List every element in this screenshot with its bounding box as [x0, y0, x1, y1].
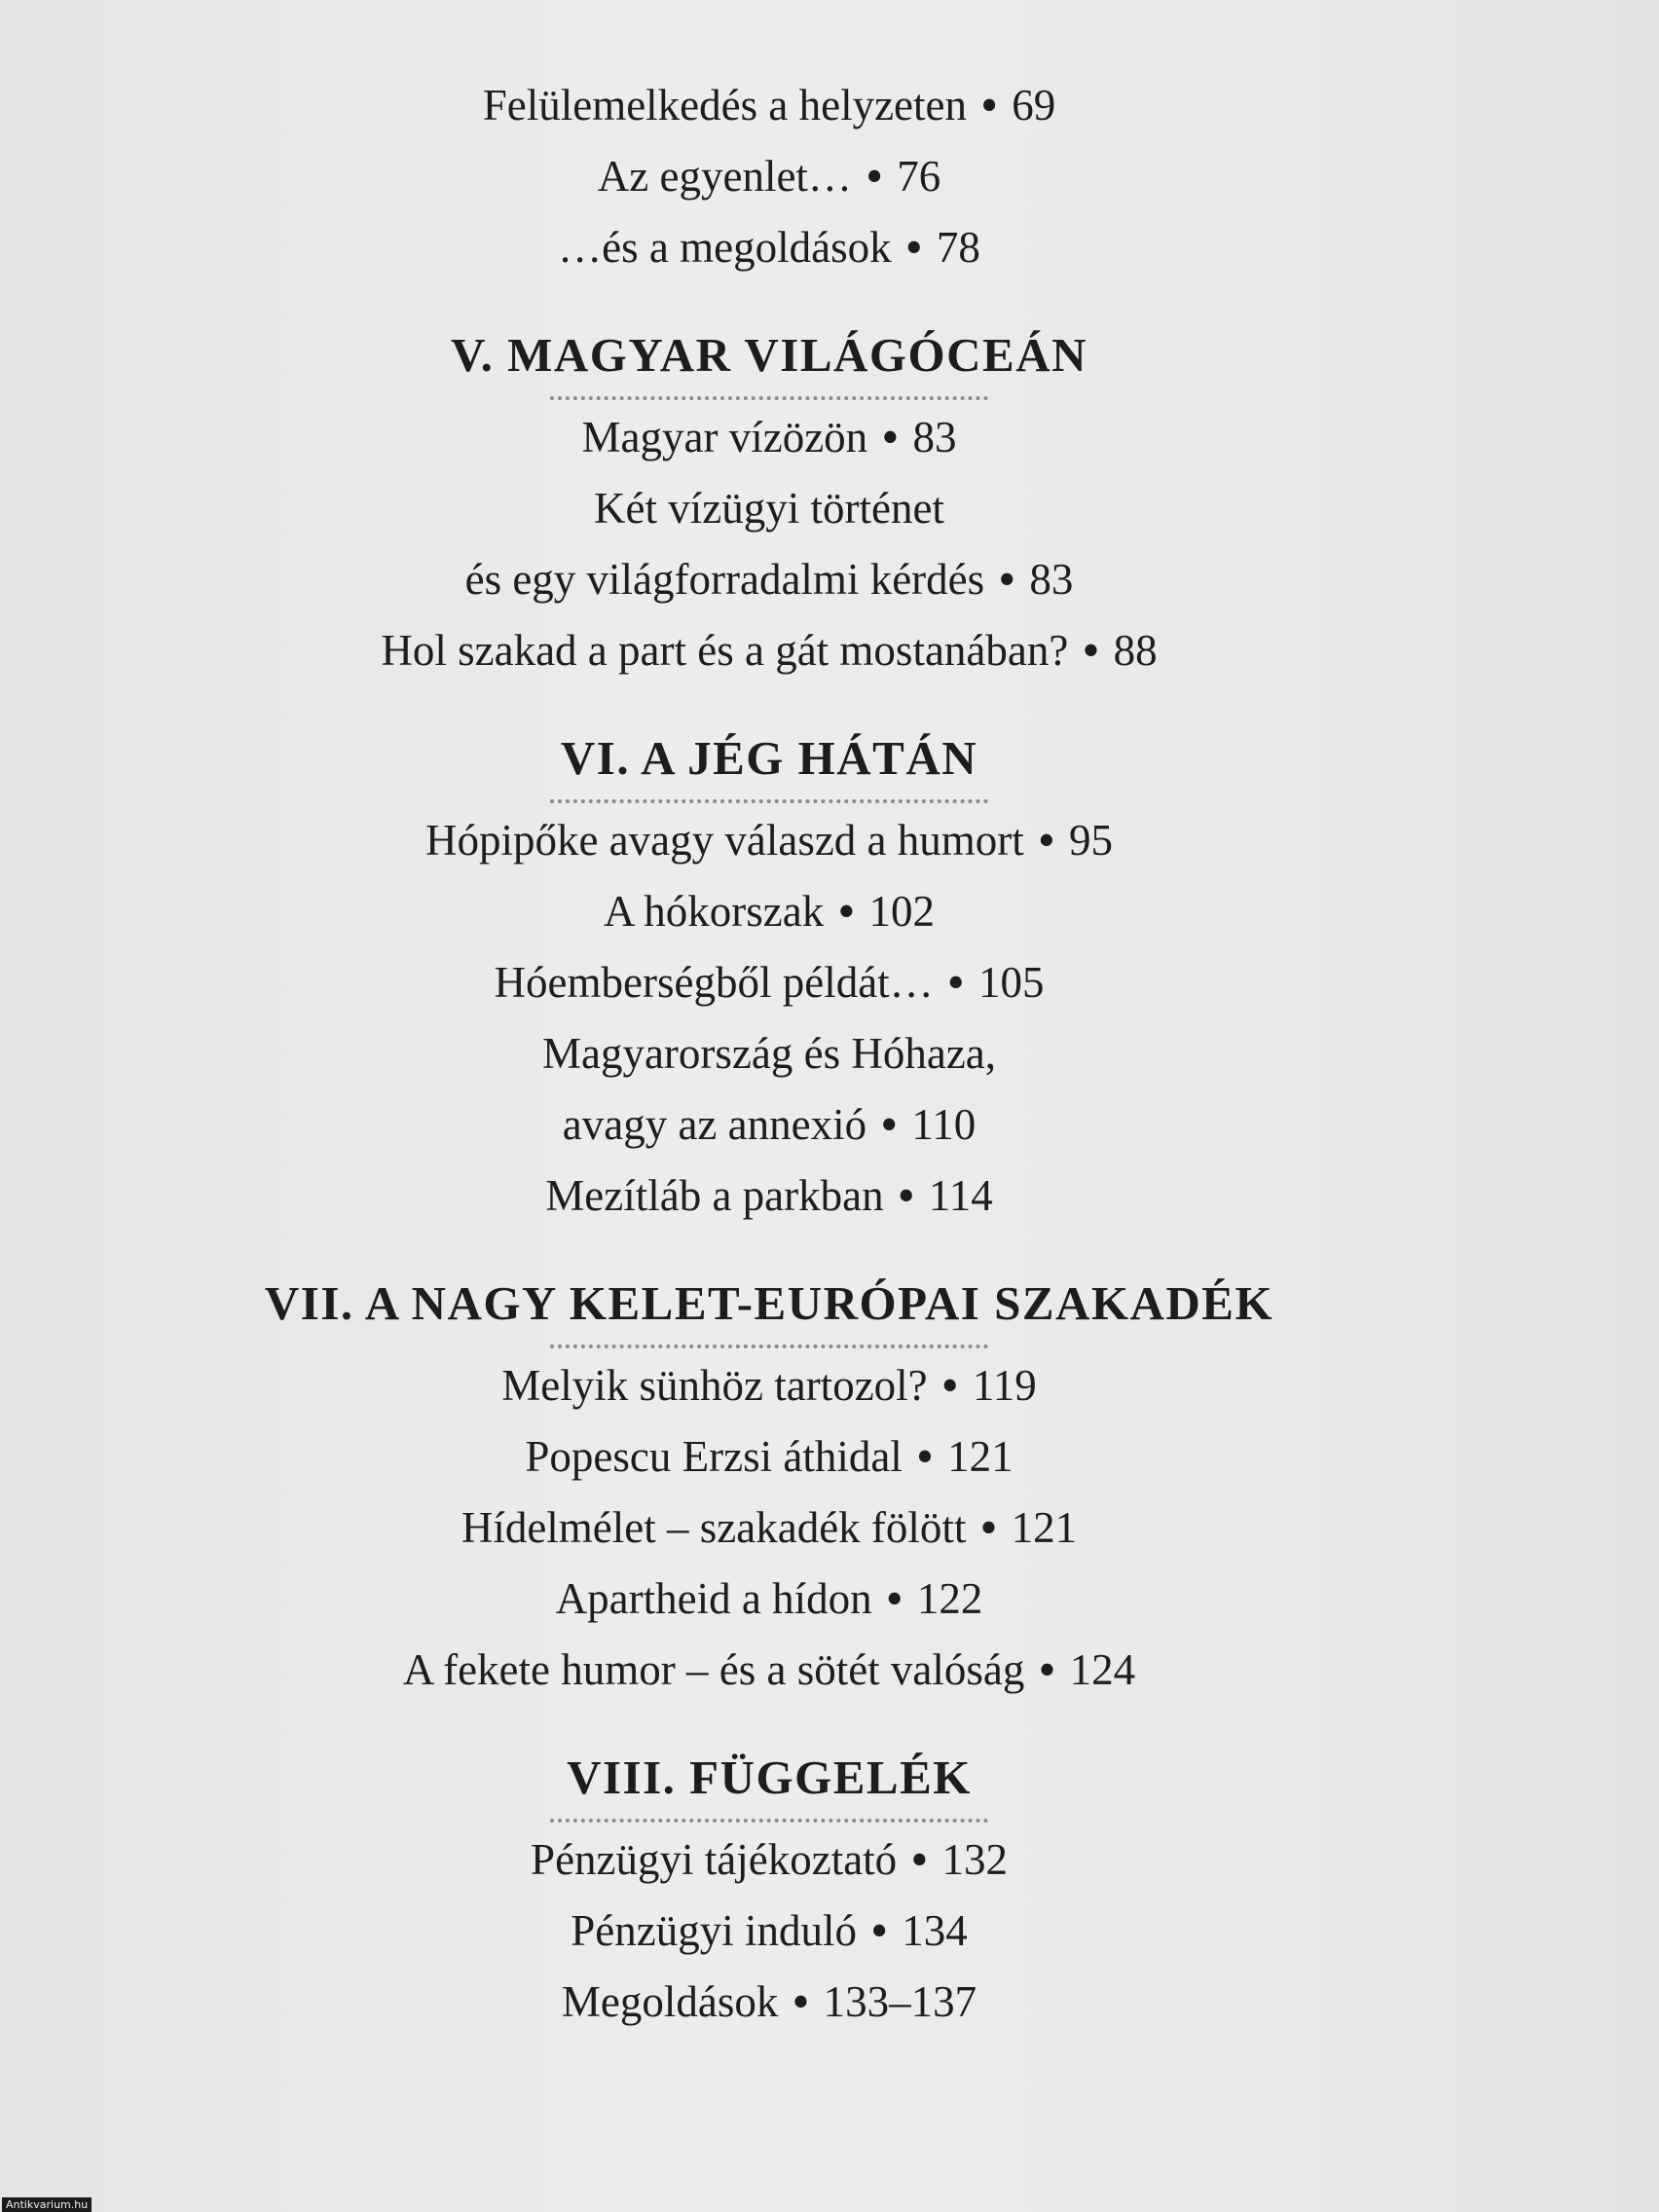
bullet-separator: • — [947, 958, 964, 1007]
toc-entry-page: 132 — [941, 1835, 1008, 1884]
section-heading-wrap — [0, 725, 1538, 805]
toc-entry — [0, 1564, 1538, 1635]
bullet-separator: • — [911, 1835, 928, 1884]
section-heading-wrap — [0, 1745, 1538, 1825]
section-heading: VI. A JÉG HÁTÁN — [560, 731, 978, 785]
toc-entry-title: Popescu Erzsi áthidal — [525, 1432, 903, 1481]
toc-entry-title: Hol szakad a part és a gát mostanában? — [381, 626, 1069, 675]
toc-entry — [0, 1967, 1538, 2038]
toc-entry-title: Apartheid a hídon — [555, 1574, 872, 1623]
toc-entry-title: …és a megoldások — [558, 223, 892, 272]
toc-entry — [0, 141, 1538, 212]
toc-entry-page: 124 — [1069, 1645, 1136, 1694]
toc-entry — [0, 402, 1538, 473]
toc-entry-page: 78 — [936, 223, 980, 272]
toc-entry-title: A hókorszak — [604, 887, 825, 936]
bullet-separator: • — [999, 555, 1015, 604]
toc-entry-page: 119 — [972, 1361, 1037, 1410]
bullet-separator: • — [882, 413, 899, 461]
toc-entry-page: 95 — [1069, 816, 1114, 865]
toc-entry-title: Az egyenlet… — [597, 152, 852, 201]
toc-entry — [0, 473, 1538, 544]
section-heading: V. MAGYAR VILÁGÓCEÁN — [451, 328, 1088, 382]
toc-entry — [0, 876, 1538, 947]
toc-entry — [0, 1018, 1538, 1089]
watermark: Antikvarium.hu — [2, 2197, 92, 2212]
toc-entry — [0, 1421, 1538, 1493]
toc-entry — [0, 1161, 1538, 1232]
toc-entry-page: 114 — [928, 1171, 993, 1220]
toc-entry — [0, 1896, 1538, 1967]
toc-entry — [0, 544, 1538, 615]
toc-entry-page: 105 — [977, 958, 1045, 1007]
toc-entry-page: 134 — [902, 1906, 968, 1955]
toc-entry-title: Magyar vízözön — [581, 413, 868, 461]
toc-entry-title: és egy világforradalmi kérdés — [464, 555, 985, 604]
toc-entry-page: 121 — [947, 1432, 1014, 1481]
toc-entry — [0, 1350, 1538, 1421]
toc-entry-title: Hópipőke avagy válaszd a humort — [424, 816, 1024, 865]
toc-entry-page: 83 — [912, 413, 957, 461]
bullet-separator: • — [886, 1574, 903, 1623]
heading-underline — [550, 1819, 988, 1823]
bullet-separator: • — [793, 1977, 809, 2026]
heading-underline — [550, 799, 988, 803]
toc-entry-page: 83 — [1029, 555, 1074, 604]
toc-entry-title: Megoldások — [561, 1977, 779, 2026]
toc-entry — [0, 70, 1538, 141]
bullet-separator: • — [881, 1100, 898, 1149]
toc-entry — [0, 1825, 1538, 1896]
bullet-separator: • — [1083, 626, 1099, 675]
toc-entry-title: A fekete humor – és a sötét valóság — [402, 1645, 1025, 1694]
toc-entry-page: 133–137 — [823, 1977, 977, 2026]
bullet-separator: • — [898, 1171, 914, 1220]
toc-entry-page: 102 — [868, 887, 935, 936]
bullet-separator: • — [871, 1906, 887, 1955]
toc-entry — [0, 1635, 1538, 1706]
toc-entry-title: Felülemelkedés a helyzeten — [482, 81, 968, 129]
section-heading: VIII. FÜGGELÉK — [567, 1751, 972, 1804]
toc-entry-title: avagy az annexió — [562, 1100, 867, 1149]
section-heading-wrap — [0, 1271, 1538, 1350]
toc-entry-page: 110 — [911, 1100, 977, 1149]
toc-entry — [0, 212, 1538, 283]
table-of-contents — [0, 70, 1538, 2038]
section-heading-wrap — [0, 322, 1538, 402]
bullet-separator: • — [838, 887, 855, 936]
bullet-separator: • — [905, 223, 922, 272]
toc-entry-page: 69 — [1012, 81, 1056, 129]
bullet-separator: • — [917, 1432, 933, 1481]
toc-entry-title: Pénzügyi induló — [571, 1906, 857, 1955]
toc-entry-title: Mezítláb a parkban — [545, 1171, 884, 1220]
bullet-separator: • — [981, 81, 998, 129]
toc-entry — [0, 805, 1538, 876]
toc-entry — [0, 1493, 1538, 1564]
toc-entry-title: Hóemberségből példát… — [494, 958, 934, 1007]
bullet-separator: • — [941, 1361, 958, 1410]
toc-entry-page: 76 — [897, 152, 941, 201]
bullet-separator: • — [1039, 816, 1054, 865]
bullet-separator: • — [1039, 1645, 1055, 1694]
heading-underline — [550, 1345, 988, 1348]
toc-entry-title: Pénzügyi tájékoztató — [531, 1835, 898, 1884]
section-heading: VII. A NAGY KELET-EURÓPAI SZAKADÉK — [264, 1276, 1274, 1330]
toc-entry — [0, 947, 1538, 1018]
toc-entry-title: Magyarország és Hóhaza, — [541, 1029, 997, 1078]
toc-entry-page: 88 — [1113, 626, 1158, 675]
toc-entry-page: 121 — [1011, 1503, 1078, 1552]
bullet-separator: • — [866, 152, 882, 201]
toc-entry-title: Hídelmélet – szakadék fölött — [461, 1503, 967, 1552]
heading-underline — [550, 396, 988, 400]
toc-entry-page: 122 — [916, 1574, 983, 1623]
toc-entry-title: Melyik sünhöz tartozol? — [501, 1361, 928, 1410]
toc-entry-title: Két vízügyi történet — [594, 484, 944, 533]
toc-entry — [0, 615, 1538, 686]
toc-entry — [0, 1089, 1538, 1161]
bullet-separator: • — [980, 1503, 997, 1552]
